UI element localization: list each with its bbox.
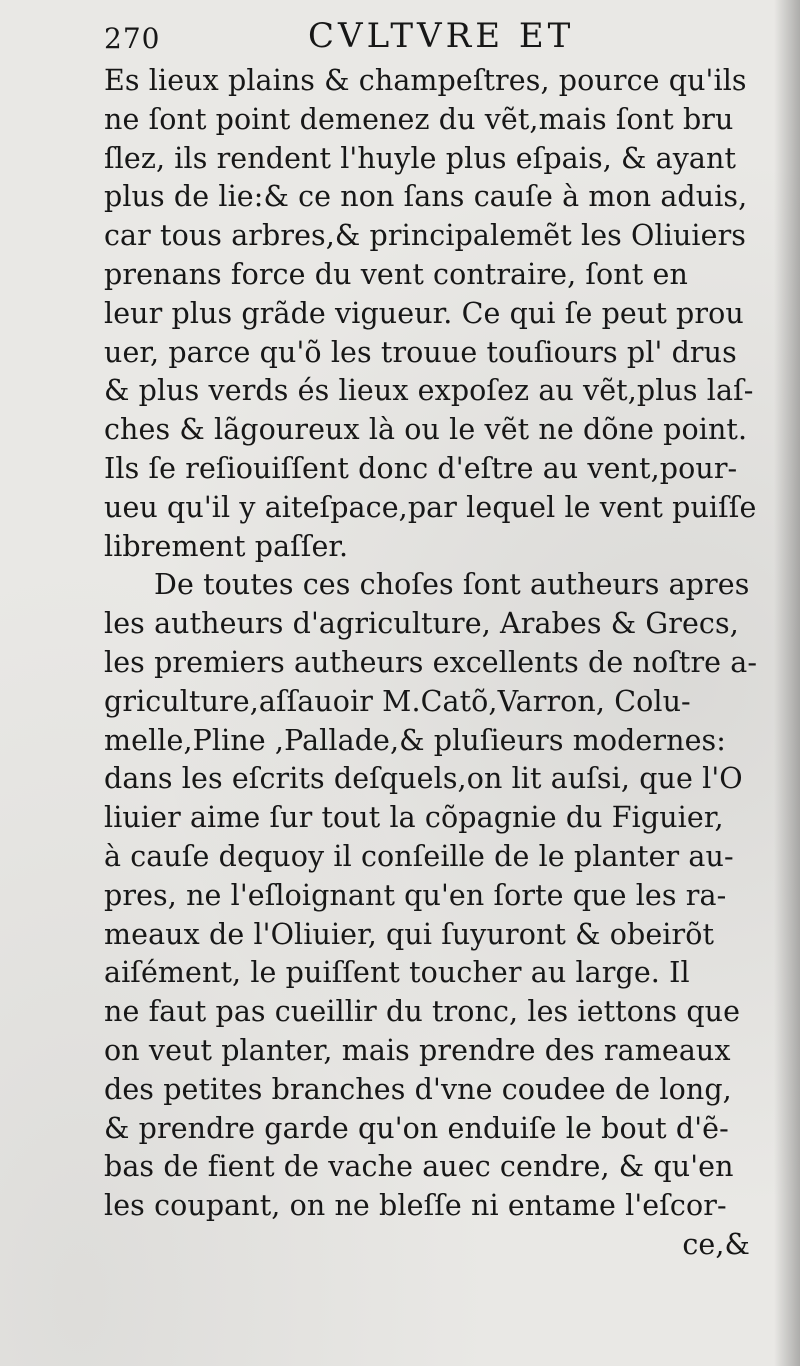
text-line: ſlez, ils rendent l'huyle plus eſpais, & ayant bbox=[104, 141, 737, 175]
text-line: ches & lãgoureux là ou le vẽt ne dõne point. bbox=[104, 413, 748, 447]
text-line: à cauſe dequoy il conſeille de le planter au- bbox=[104, 839, 734, 873]
text-line: meaux de l'Oliuier, qui ſuyuront & obeirõt bbox=[104, 917, 715, 951]
text-line: les autheurs d'agriculture, Arabes & Grecs, bbox=[104, 607, 739, 641]
text-line: car tous arbres,& principalemẽt les Oliuiers bbox=[104, 219, 747, 253]
text-line: librement paſſer. bbox=[104, 529, 349, 563]
text-line: uer, parce qu'õ les trouue touſiours pl' drus bbox=[104, 335, 737, 369]
text-line: aiſément, le puiſſent toucher au large. Il bbox=[104, 956, 690, 990]
text-line: plus de lie:& ce non ſans cauſe à mon aduis, bbox=[104, 180, 748, 214]
text-line: ne faut pas cueillir du tronc, les iettons que bbox=[104, 995, 741, 1029]
text-line: ueu qu'il y aiteſpace,par lequel le vent puiſſe bbox=[104, 490, 757, 524]
text-line: les premiers autheurs excellents de noſtre a- bbox=[104, 645, 758, 679]
text-line: liuier aime ſur tout la cõpagnie du Figuier, bbox=[104, 801, 724, 835]
text-line: & plus verds és lieux expoſez au vẽt,plus laſ- bbox=[104, 374, 754, 408]
text-line: Es lieux plains & champeſtres, pource qu'ils bbox=[104, 64, 747, 97]
text-line: ne ſont point demenez du vẽt,mais ſont bru bbox=[104, 102, 734, 136]
paragraph-start-line: De toutes ces choſes ſont autheurs apres bbox=[154, 568, 750, 602]
text-line: bas de fient de vache auec cendre, & qu'en bbox=[104, 1150, 734, 1184]
text-line: & prendre garde qu'on enduiſe le bout d'ẽ- bbox=[104, 1111, 729, 1145]
text-line: dans les eſcrits deſquels,on lit auſsi, que l'O bbox=[104, 762, 743, 796]
text-line: les coupant, on ne bleſſe ni entame l'eſcor- bbox=[104, 1189, 727, 1223]
page-gutter-shadow bbox=[774, 0, 800, 1366]
text-line: des petites branches d'vne coudee de long, bbox=[104, 1072, 732, 1106]
running-head: CVLTVRE ET bbox=[308, 16, 575, 56]
text-line: on veut planter, mais prendre des rameaux bbox=[104, 1033, 731, 1067]
text-line: pres, ne l'eſloignant qu'en ſorte que les ra- bbox=[104, 878, 727, 912]
text-line: Ils ſe reſiouiſſent donc d'eſtre au vent,pour- bbox=[104, 451, 738, 485]
catchword: ce,& bbox=[682, 1227, 750, 1261]
text-line: griculture,aſſauoir M.Catõ,Varron, Colu- bbox=[104, 684, 691, 718]
text-line: leur plus grãde vigueur. Ce qui ſe peut prou bbox=[104, 296, 744, 330]
page-number: 270 bbox=[104, 22, 161, 55]
body-text bbox=[104, 62, 758, 1265]
page-header bbox=[100, 16, 760, 60]
text-line: melle,Pline ,Pallade,& pluſieurs modernes: bbox=[104, 723, 726, 757]
text-line: prenans force du vent contraire, ſont en bbox=[104, 257, 688, 291]
